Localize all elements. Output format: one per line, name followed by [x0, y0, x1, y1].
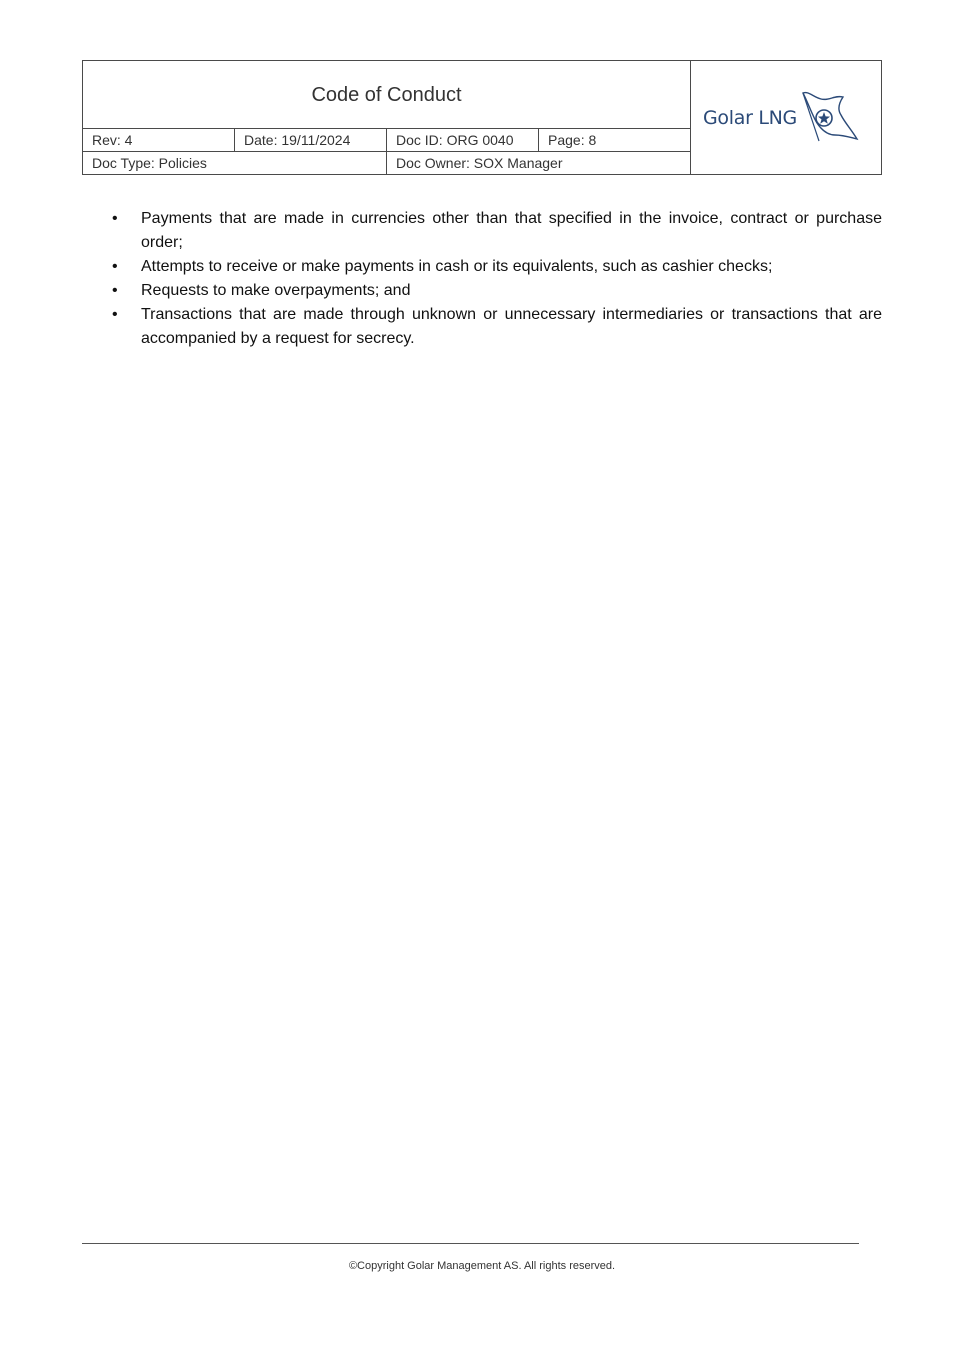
bullet-list	[110, 207, 882, 351]
doc-id-cell: Doc ID: ORG 0040	[387, 129, 539, 152]
company-logo	[691, 61, 881, 174]
revision-cell: Rev: 4	[83, 129, 235, 152]
bullet-icon: •	[112, 306, 118, 323]
list-item	[110, 255, 882, 279]
list-item-text: Transactions that are made through unknown or unnecessary intermediaries or transactions that are accompanied by a request for secrecy.	[141, 306, 882, 347]
list-item-text: Requests to make overpayments; and	[141, 282, 411, 299]
list-item-text: Attempts to receive or make payments in cash or its equivalents, such as cashier checks;	[141, 258, 773, 275]
doc-owner-cell: Doc Owner: SOX Manager	[387, 152, 691, 175]
document-title: Code of Conduct	[83, 61, 691, 129]
page-number-cell: Page: 8	[539, 129, 691, 152]
date-cell: Date: 19/11/2024	[235, 129, 387, 152]
list-item	[110, 207, 882, 255]
list-item-text: Payments that are made in currencies other than that specified in the invoice, contract or purchase order;	[141, 210, 882, 251]
list-item	[110, 303, 882, 351]
bullet-icon: •	[112, 282, 118, 299]
document-body	[110, 207, 882, 351]
footer-divider	[82, 1243, 859, 1244]
doc-type-cell: Doc Type: Policies	[83, 152, 387, 175]
bullet-icon: •	[112, 258, 118, 275]
list-item	[110, 279, 882, 303]
logo-wordmark: Golar LNG	[703, 107, 797, 129]
bullet-icon: •	[112, 210, 118, 227]
flag-icon	[799, 89, 861, 147]
footer-copyright: ©Copyright Golar Management AS. All rights reserved.	[348, 1260, 616, 1272]
document-header-table	[82, 60, 882, 175]
